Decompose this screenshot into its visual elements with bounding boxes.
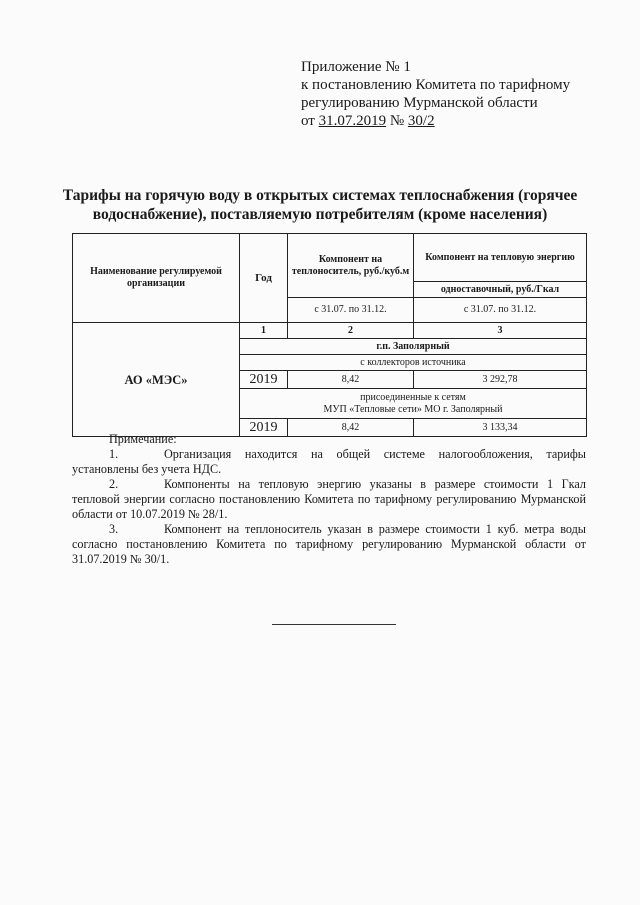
header-year: Год [240,234,288,323]
section-2-carrier-value: 8,42 [288,419,414,437]
header-period-energy: с 31.07. по 31.12. [414,298,587,323]
section-2-label [240,389,587,419]
section-2-label-line-2: МУП «Тепловые сети» МО г. Заполярный [323,403,503,415]
tariff-table [72,233,587,437]
appendix-block [301,58,601,130]
appendix-prefix: от [301,113,319,129]
header-org-name: Наименование регулируемой организации [73,234,240,323]
appendix-line-4 [301,112,601,130]
appendix-number-sign: № [386,113,408,129]
header-energy-component: Компонент на тепловую энергию [414,234,587,282]
title-line-1: Тарифы на горячую воду в открытых системах теплоснабжения (горячее [62,187,578,204]
note-text: Компоненты на тепловую энергию указаны в размере стоимости 1 Гкал тепловой энергии согласно постановлению Комитета по тарифному регулированию Мурманской области от 10.07.2019 № 28/1. [72,477,586,521]
note-item-3 [72,522,586,567]
appendix-line-3: регулированию Мурманской области [301,95,538,111]
appendix-line-2: к постановлению Комитета по тарифному [301,77,571,93]
section-2-year: 2019 [240,419,288,437]
section-2-energy-value: 3 133,34 [414,419,587,437]
col-number-1: 1 [240,323,288,339]
note-text: Компонент на теплоноситель указан в размере стоимости 1 куб. метра воды согласно постановлению Комитета по тарифному регулированию Мурманской области от 31.07.2019 № 30/1. [72,522,586,566]
note-item-1 [72,447,586,477]
section-1-year: 2019 [240,371,288,389]
note-number: 3. [109,522,119,536]
appendix-number: 30/2 [407,113,435,129]
note-item-2 [72,477,586,522]
notes-block [72,432,586,567]
section-1-energy-value: 3 292,78 [414,371,587,389]
settlement-name: г.п. Заполярный [240,339,587,355]
col-number-3: 3 [414,323,587,339]
appendix-date: 31.07.2019 [318,113,387,129]
document-title [60,186,580,224]
section-1-label: с коллекторов источника [240,355,587,371]
header-period-carrier: с 31.07. по 31.12. [288,298,414,323]
closing-divider [272,624,396,625]
note-text: Организация находится на общей системе налогообложения, тарифы установлены без учета НДС. [72,447,586,476]
organization-name: АО «МЭС» [73,323,240,437]
header-single-rate: одноставочный, руб./Гкал [414,282,587,298]
title-line-2: водоснабжение), поставляемую потребителям (кроме населения) [92,206,548,223]
appendix-title: Приложение № 1 [301,59,411,75]
notes-heading: Примечание: [109,432,177,446]
header-carrier-component: Компонент на теплоноситель, руб./куб.м [288,234,414,298]
note-number: 1. [109,447,119,461]
col-number-2: 2 [288,323,414,339]
note-number: 2. [109,477,119,491]
section-1-carrier-value: 8,42 [288,371,414,389]
section-2-label-line-1: присоединенные к сетям [360,391,466,403]
